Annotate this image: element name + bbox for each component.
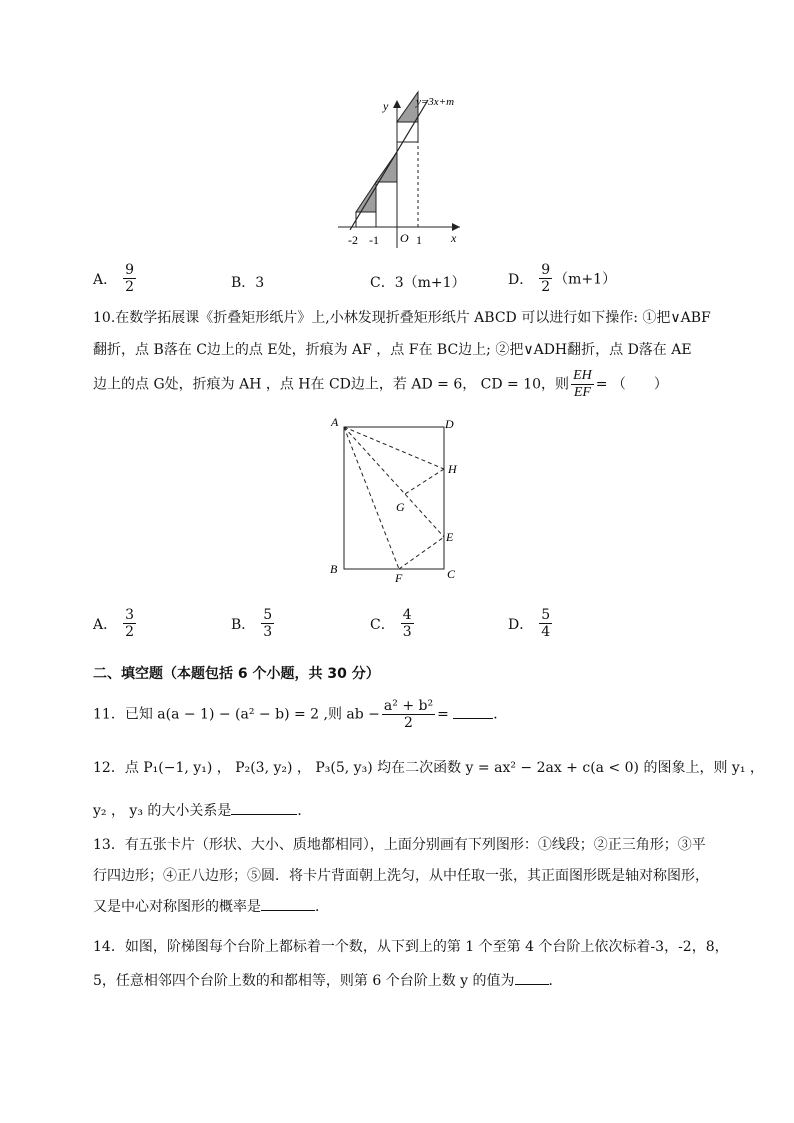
y-axis-label: y xyxy=(383,99,389,113)
option-suffix: （m+1） xyxy=(554,271,617,288)
option-text: 3（m+1） xyxy=(394,275,466,291)
linear-function-graph xyxy=(320,90,480,255)
origin-label: O xyxy=(400,231,409,245)
x-axis-label: x xyxy=(451,231,457,245)
q14-line-1: 14．如图，阶梯图每个台阶上都标着一个数，从下到上的第 1 个至第 4 个台阶上依次标着-3，-2，8， xyxy=(93,939,729,955)
fraction: $\frac{5}{4}$ xyxy=(541,607,551,640)
point-e: E xyxy=(446,530,454,544)
option-label: C． xyxy=(370,275,395,291)
q13-line-3 xyxy=(93,896,329,917)
q9-option-a[interactable] xyxy=(93,262,138,295)
fraction: $\frac{9}{2}$ xyxy=(125,262,135,295)
q14-line-2 xyxy=(93,970,563,991)
q10-line-3-pre: 边上的点 G处，折痕为 AH ，点 H在 CD边上，若 AD = 6， CD = 10，则 xyxy=(93,376,570,393)
option-text: 3 xyxy=(255,275,265,291)
line-equation-label: y=3x+m xyxy=(416,96,455,108)
q10-line-3 xyxy=(93,368,668,401)
q10-option-c[interactable] xyxy=(370,607,416,640)
tick-label: -1 xyxy=(369,233,379,247)
option-label: D． xyxy=(508,616,534,633)
point-g: G xyxy=(396,500,405,514)
q12-line-2 xyxy=(93,800,311,821)
q9-option-d[interactable] xyxy=(508,262,616,295)
q12-line-1: 12．点 P₁(−1, y₁) ， P₂(3, y₂) ， P₃(5, y₃) 均在二次函数 y = ax² − 2ax + c(a < 0) 的图象上，则 y₁ ， xyxy=(93,760,764,776)
q13-line-1: 13．有五张卡片（形状、大小、质地都相同），上面分别画有下列图形：①线段；②正三角形；③平 xyxy=(93,837,706,853)
fraction: $\frac{4}{3}$ xyxy=(402,607,412,640)
period: ． xyxy=(493,706,508,723)
period: ． xyxy=(297,803,312,819)
q10-line-1: 10.在数学拓展课《折叠矩形纸片》上,小林发现折叠矩形纸片 ABCD 可以进行如下操作: ①把∨ABF xyxy=(93,310,711,326)
vertex-b: B xyxy=(330,562,338,576)
point-f: F xyxy=(395,571,403,585)
period: ． xyxy=(315,899,329,915)
rectangle-fold-figure xyxy=(325,412,465,587)
fraction: $\frac{\text{a² + b²}}{2}$ xyxy=(383,698,434,731)
option-label: A． xyxy=(93,271,118,288)
answer-blank[interactable] xyxy=(453,704,493,719)
q9-option-b[interactable] xyxy=(231,272,264,292)
q13-line-2: 行四边形；④正八边形；⑤圆．将卡片背面朝上洗匀，从中任取一张，其正面图形既是轴对称图形， xyxy=(93,868,709,884)
point-h: H xyxy=(448,462,457,476)
option-label: B． xyxy=(231,616,256,633)
answer-blank[interactable] xyxy=(231,800,297,815)
fraction: $\frac{9}{2}$ xyxy=(541,262,551,295)
tick-label: -2 xyxy=(348,233,358,247)
option-label: D． xyxy=(508,271,534,288)
q11 xyxy=(93,698,507,731)
q10-option-d[interactable] xyxy=(508,607,554,640)
vertex-a: A xyxy=(331,415,339,429)
fold-lines xyxy=(344,427,444,569)
vertex-c: C xyxy=(447,567,456,581)
option-label: C． xyxy=(370,616,395,633)
tick-label: 1 xyxy=(416,233,422,247)
option-label: A． xyxy=(93,616,118,633)
q10-line-3-post: = （ ） xyxy=(595,376,668,393)
option-label: B． xyxy=(231,275,256,291)
q12-line-2-text: y₂ ， y₃ 的大小关系是 xyxy=(93,803,232,819)
vertex-d: D xyxy=(445,417,454,431)
q11-pre: 11．已知 a(a − 1) − (a² − b) = 2 ,则 ab − xyxy=(93,706,380,723)
q10-option-b[interactable] xyxy=(231,607,276,640)
q11-post: = xyxy=(437,706,454,723)
y-axis-arrow xyxy=(393,100,401,108)
x-axis-arrow xyxy=(452,223,460,231)
answer-blank[interactable] xyxy=(261,896,315,911)
q9-option-c[interactable] xyxy=(370,272,466,292)
q10-line-2: 翻折，点 B落在 C边上的点 E处，折痕为 AF ，点 F在 BC边上; ②把∨ADH翻折，点 D落在 AE xyxy=(93,342,692,358)
answer-blank[interactable] xyxy=(515,970,549,985)
section-heading: 二、填空题（本题包括 6 个小题，共 30 分） xyxy=(93,666,380,682)
q10-option-a[interactable] xyxy=(93,607,138,640)
fraction-eh-ef: $\frac{EH}{EF}$ xyxy=(573,368,592,400)
fraction: $\frac{5}{3}$ xyxy=(263,607,273,640)
q14-line-2-text: 5，任意相邻四个台阶上数的和都相等，则第 6 个台阶上数 y 的值为 xyxy=(93,973,515,989)
q13-line-3-text: 又是中心对称图形的概率是 xyxy=(93,899,261,915)
function-line xyxy=(350,100,428,230)
fraction: $\frac{3}{2}$ xyxy=(125,607,135,640)
period: ． xyxy=(548,973,563,989)
